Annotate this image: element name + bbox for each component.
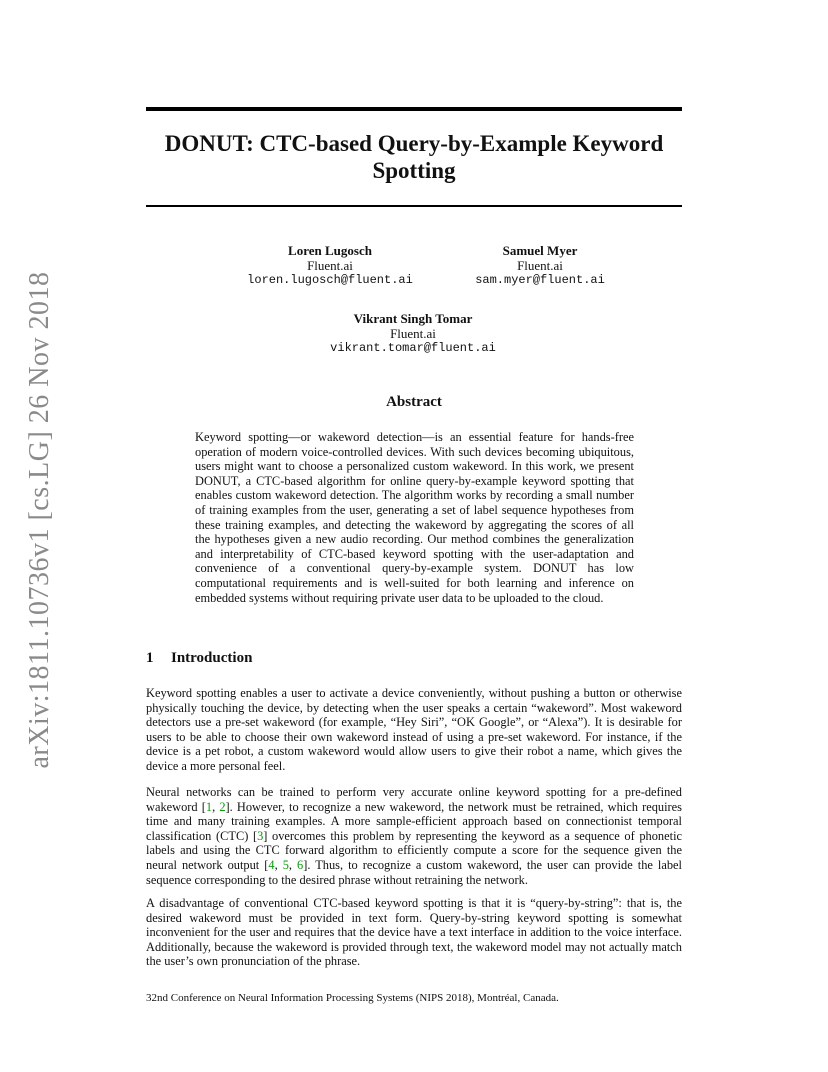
citation-link-5[interactable]: 5 [282, 857, 289, 872]
title-rule-top [146, 107, 682, 111]
author-name: Loren Lugosch [288, 243, 372, 258]
citation-link-2[interactable]: 2 [219, 799, 226, 814]
intro-paragraph-3: A disadvantage of conventional CTC-based keyword spotting is that it is “query-by-string”: that is, the desired wakeword must be provided in text form. Query-by-string keyword spotting is somewhat inconvenient for the user and requires that the device have a text interface in addition to the voice interface. Additionally, because the wakeword is provided through text, the wakeword model may not actually match the user’s own pronunciation of the phrase. [146, 896, 682, 969]
author-block-2 [410, 243, 670, 288]
author-block-3 [283, 311, 543, 356]
author-affiliation: Fluent.ai [307, 258, 353, 273]
author-name: Vikrant Singh Tomar [353, 311, 473, 326]
intro-paragraph-2 [146, 785, 682, 887]
citation-link-4[interactable]: 4 [268, 857, 275, 872]
p2-text-2: ]. However, to recognize a new wakeword, the network must be retrained, which requires time and many training examples. A more sample-efficient approach based on connectionist temporal classification (CTC) [ [146, 799, 682, 843]
author-email: loren.lugosch@fluent.ai [247, 273, 413, 287]
citation-link-1[interactable]: 1 [205, 799, 213, 814]
p2-sep-1: , [212, 799, 220, 814]
author-affiliation: Fluent.ai [517, 258, 563, 273]
section-title: Introduction [171, 650, 253, 666]
abstract-heading: Abstract [386, 394, 442, 410]
p2-text-3: ] overcomes this problem by representing the keyword as a sequence of phonetic labels and using the CTC forward algorithm to efficiently compute a score for the sequence given the neural network output [ [146, 828, 683, 872]
p2-sep-3: , [288, 857, 297, 872]
paper-title: DONUT: CTC-based Query-by-Example Keyword Spotting [164, 131, 664, 183]
author-email: sam.myer@fluent.ai [475, 273, 605, 287]
author-affiliation: Fluent.ai [390, 326, 436, 341]
author-email: vikrant.tomar@fluent.ai [330, 341, 496, 355]
abstract-text: Keyword spotting—or wakeword detection—is an essential feature for hands-free operation of modern voice-controlled devices. With such devices becoming ubiquitous, users might want to choose a personalized custom wakeword. In this work, we present DONUT, a CTC-based algorithm for online query-by-example keyword spotting that enables custom wakeword detection. The algorithm works by recording a small number of training examples from the user, generating a set of label sequence hypotheses from these training examples, and detecting the wakeword by aggregating the scores of all the hypotheses given a new audio recording. Our method combines the generalization and interpretability of CTC-based keyword spotting with the user-adaptation and convenience of a conventional query-by-example system. DONUT has low computational requirements and is well-suited for both learning and inference on embedded systems without requiring private user data to be uploaded to the cloud. [195, 430, 634, 605]
p2-sep-2: , [274, 857, 283, 872]
title-rule-bottom [146, 205, 682, 207]
p2-text-4: ]. Thus, to recognize a custom wakeword, the user can provide the label sequence corresponding to the desired phrase without retraining the network. [146, 857, 682, 887]
conference-footnote: 32nd Conference on Neural Information Processing Systems (NIPS 2018), Montréal, Canada. [146, 992, 559, 1004]
section-number: 1 [146, 650, 154, 666]
citation-link-3[interactable]: 3 [257, 828, 264, 843]
intro-paragraph-1: Keyword spotting enables a user to activate a device conveniently, without pushing a button or otherwise physically touching the device, by detecting when the user speaks a certain “wakeword”. Most wakeword detectors use a pre-set wakeword (for example, “Hey Siri”, “OK Google”, or “Alexa”). It is desirable for users to be able to choose their own wakeword instead of using a pre-set wakeword. For instance, if the device is a pet robot, a custom wakeword would allow users to give their robot a name, which gives the device a more personal feel. [146, 686, 682, 773]
citation-link-6[interactable]: 6 [297, 857, 304, 872]
p2-text-1: Neural networks can be trained to perform very accurate online keyword spotting for a pre-defined wakeword [ [146, 785, 682, 814]
arxiv-stamp-text: arXiv:1811.10736v1 [cs.LG] 26 Nov 2018 [24, 271, 55, 769]
author-name: Samuel Myer [502, 243, 578, 258]
section-heading [146, 650, 252, 667]
